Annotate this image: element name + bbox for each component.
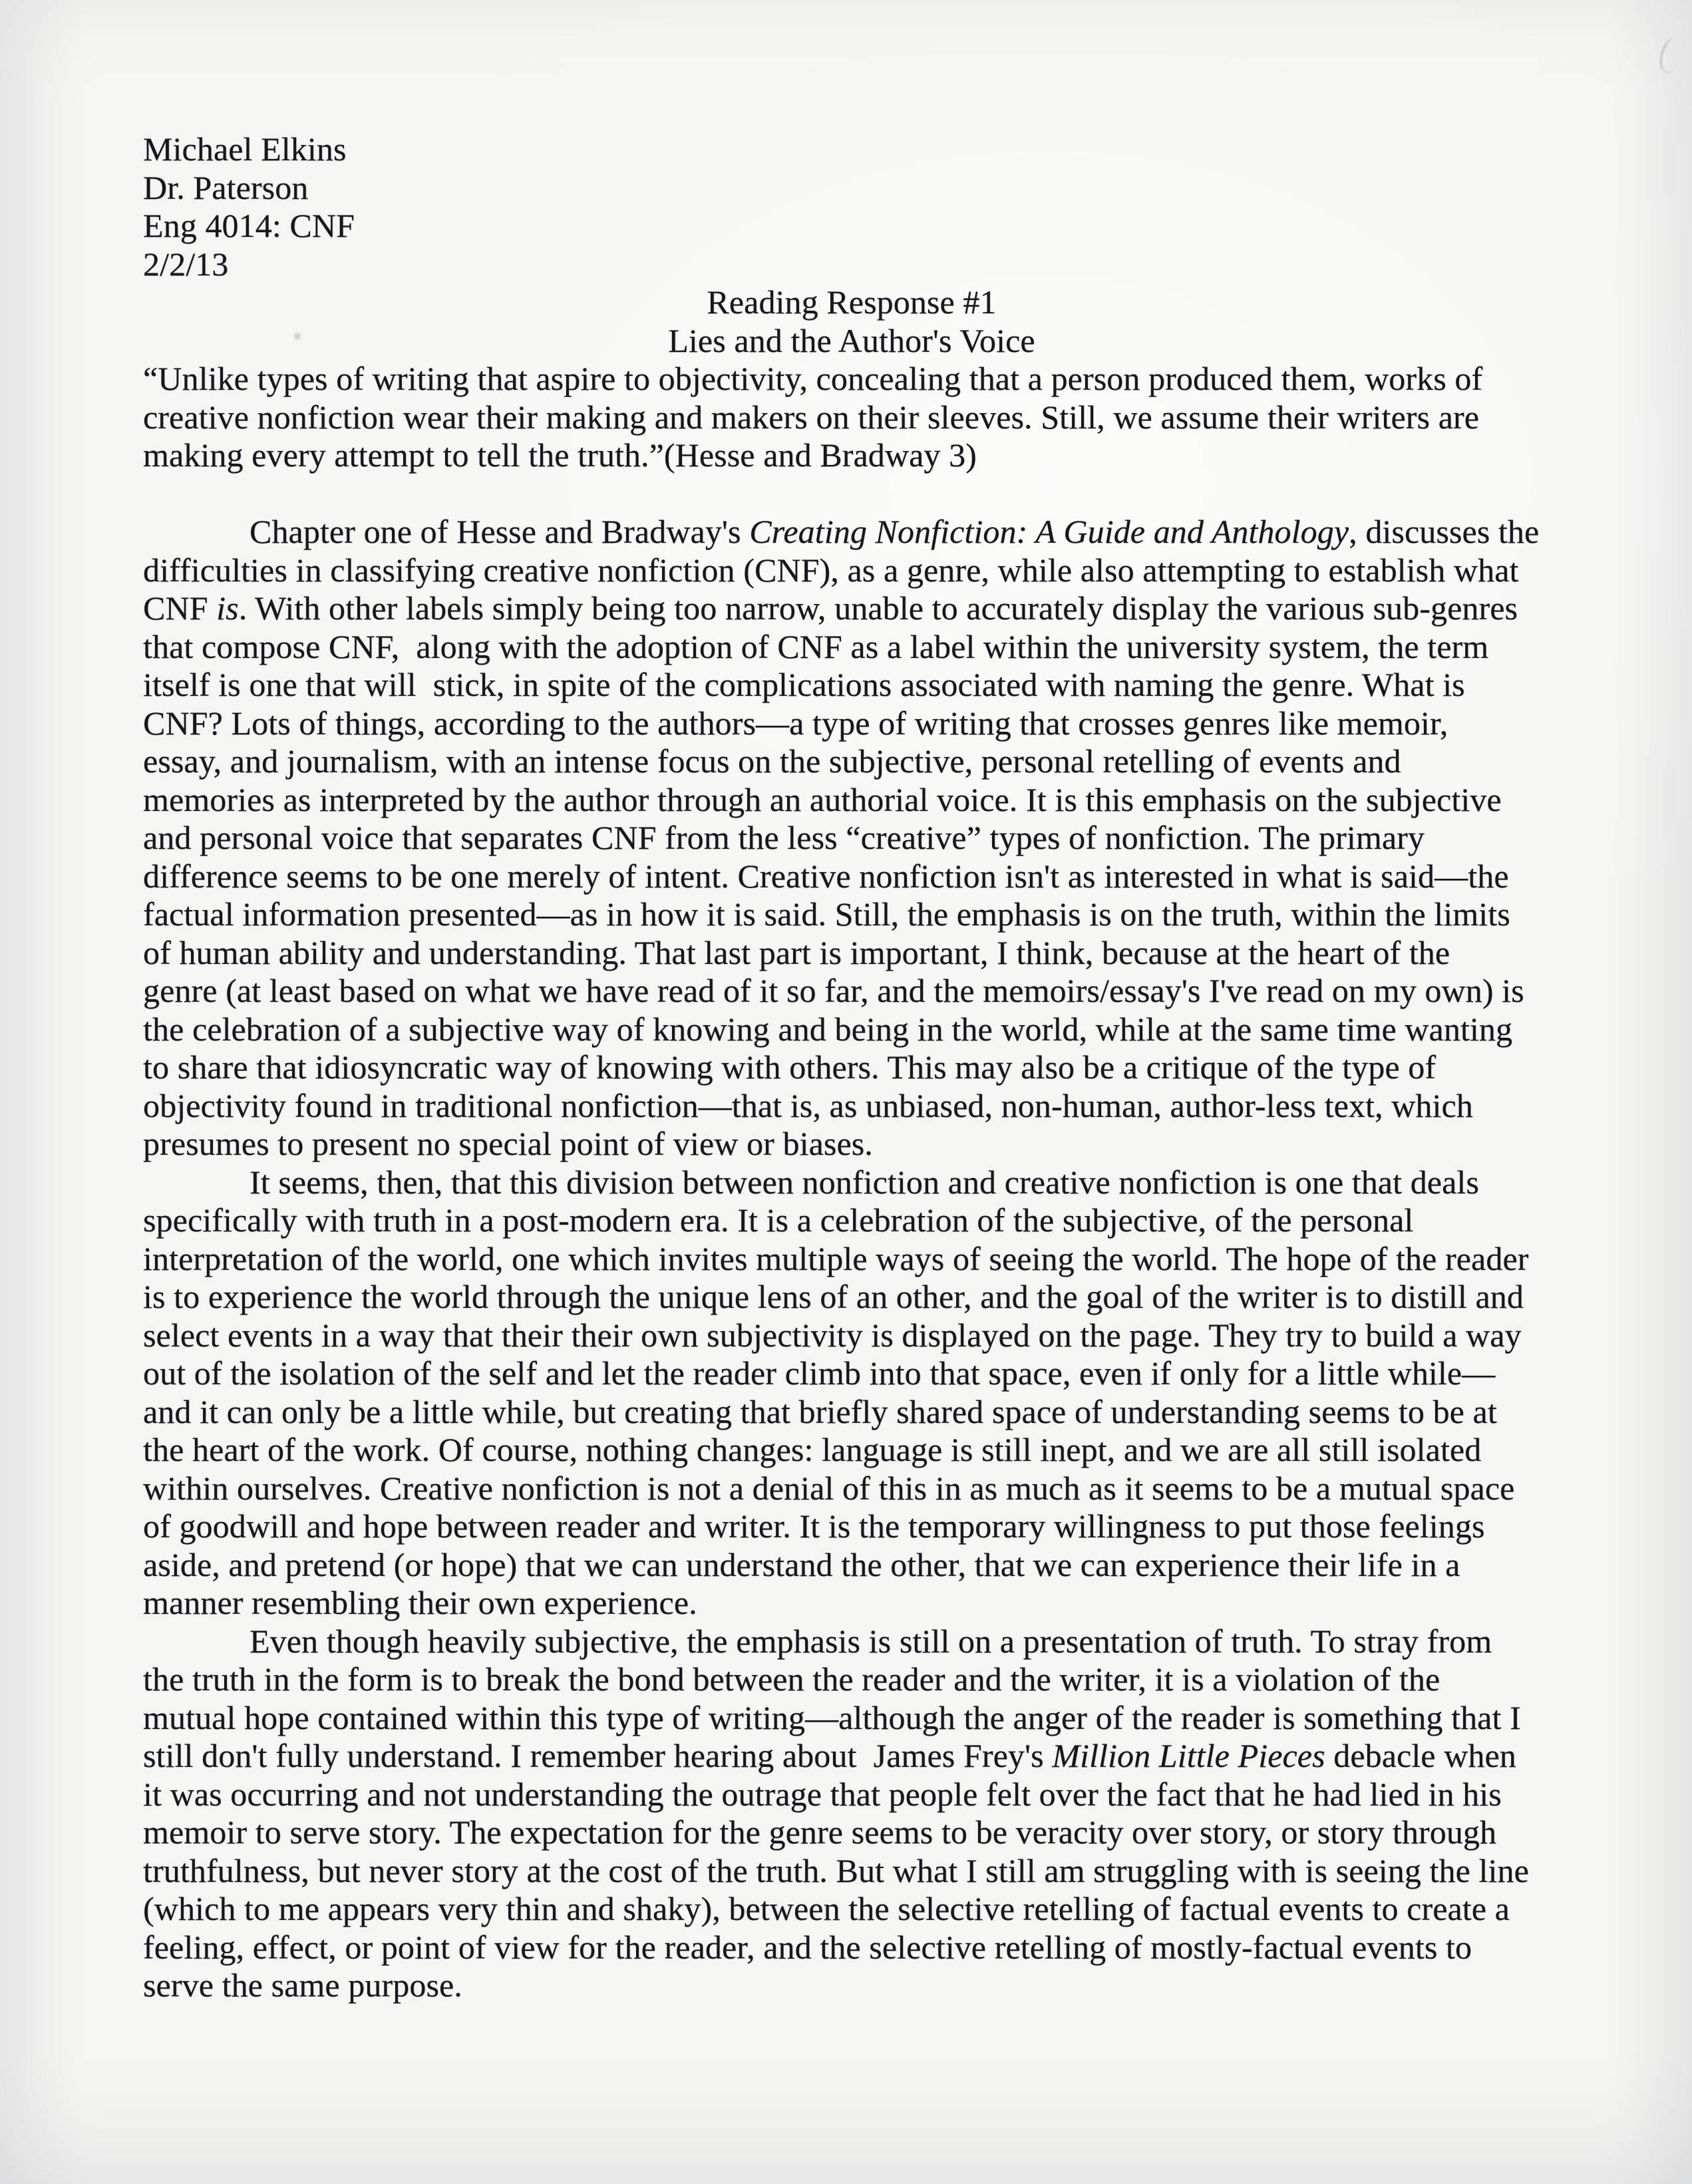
epigraph-quote <box>143 360 1560 475</box>
text-line: manner resembling their own experience. <box>143 1584 697 1621</box>
text-line: “Unlike types of writing that aspire to objectivity, concealing that a person produced them, works of <box>143 360 1483 397</box>
text-line: essay, and journalism, with an intense focus on the subjective, personal retelling of events and <box>143 742 1401 780</box>
text-line: itself is one that will stick, in spite of the complications associated with naming the genre. What is <box>143 666 1465 703</box>
text-line: specifically with truth in a post-modern era. It is a celebration of the subjective, of the personal <box>143 1201 1414 1239</box>
text-segment: debacle when <box>1325 1737 1516 1774</box>
header-author: Michael Elkins <box>143 130 347 168</box>
body-paragraph-2 <box>143 1164 1560 1623</box>
text-line: presumes to present no special point of view or biases. <box>143 1125 873 1162</box>
text-segment: . With other labels simply being too narrow, unable to accurately display the various sub-genres <box>238 589 1518 627</box>
text-line: objectivity found in traditional nonfiction—that is, as unbiased, non-human, author-less text, which <box>143 1086 1473 1124</box>
body-paragraph-1 <box>143 513 1560 1164</box>
text-line: interpretation of the world, one which invites multiple ways of seeing the world. The hope of the reader <box>143 1239 1529 1277</box>
text-line: making every attempt to tell the truth.”(Hesse and Bradway 3) <box>143 436 977 474</box>
scan-artifact-pencil-mark <box>1657 37 1683 75</box>
text-line: within ourselves. Creative nonfiction is not a denial of this in as much as it seems to be a mutual space <box>143 1469 1515 1507</box>
text-line <box>143 1737 1560 1776</box>
header-course: Eng 4014: CNF <box>143 207 355 244</box>
text-line: It seems, then, that this division between nonfiction and creative nonfiction is one that deals <box>250 1163 1479 1201</box>
text-line: creative nonfiction wear their making and makers on their sleeves. Still, we assume their writers are <box>143 398 1480 436</box>
text-line: memories as interpreted by the author through an authorial voice. It is this emphasis on the subjective <box>143 780 1502 818</box>
text-line: feeling, effect, or point of view for the reader, and the selective retelling of mostly-factual events to <box>143 1928 1472 1966</box>
italic-text-segment: is <box>216 589 239 627</box>
text-line: Even though heavily subjective, the emphasis is still on a presentation of truth. To stray from <box>250 1622 1492 1660</box>
text-line: is to experience the world through the unique lens of an other, and the goal of the writer is to distill and <box>143 1278 1524 1315</box>
body-paragraph-3 <box>143 1623 1560 2005</box>
text-line: truthfulness, but never story at the cost of the truth. But what I still am struggling with is seeing the line <box>143 1851 1529 1889</box>
text-line <box>143 589 1560 628</box>
header-instructor: Dr. Paterson <box>143 168 309 206</box>
text-segment: still don't fully understand. I remember hearing about James Frey's <box>143 1737 1053 1774</box>
text-line: difference seems to be one merely of intent. Creative nonfiction isn't as interested in what is said—the <box>143 857 1509 895</box>
header-date: 2/2/13 <box>143 245 229 283</box>
text-line: (which to me appears very thin and shaky), between the selective retelling of factual events to create a <box>143 1890 1510 1927</box>
text-line: and it can only be a little while, but creating that briefly shared space of understanding seems to be at <box>143 1392 1497 1430</box>
text-line: to share that idiosyncratic way of knowing with others. This may also be a critique of the type of <box>143 1048 1437 1086</box>
text-line: genre (at least based on what we have read of it so far, and the memoirs/essay's I've read on my own) is <box>143 972 1524 1009</box>
text-line: it was occurring and not understanding the outrage that people felt over the fact that he had lied in his <box>143 1775 1502 1813</box>
text-line: that compose CNF, along with the adoption of CNF as a label within the university system, the term <box>143 627 1489 665</box>
text-line: the celebration of a subjective way of knowing and being in the world, while at the same time wanting <box>143 1010 1513 1048</box>
text-line: of goodwill and hope between reader and writer. It is the temporary willingness to put those feelings <box>143 1507 1485 1545</box>
text-line: and personal voice that separates CNF from the less “creative” types of nonfiction. The primary <box>143 819 1425 856</box>
text-line: the heart of the work. Of course, nothing changes: language is still inept, and we are all still isolated <box>143 1431 1482 1468</box>
text-line: serve the same purpose. <box>143 1966 462 2004</box>
text-line: select events in a way that their their own subjectivity is displayed on the page. They try to build a way <box>143 1316 1522 1354</box>
essay-title: Reading Response #1 <box>707 283 997 321</box>
text-line: of human ability and understanding. That last part is important, I think, because at the heart of the <box>143 933 1450 971</box>
text-line: out of the isolation of the self and let the reader climb into that space, even if only for a little while— <box>143 1354 1496 1392</box>
text-line: the truth in the form is to break the bond between the reader and the writer, it is a violation of the <box>143 1660 1440 1698</box>
text-line: aside, and pretend (or hope) that we can understand the other, that we can experience their life in a <box>143 1545 1460 1583</box>
text-segment: Chapter one of Hesse and Bradway's <box>250 513 750 550</box>
essay-content <box>143 130 1560 2005</box>
text-line <box>143 513 1560 551</box>
text-line: memoir to serve story. The expectation for the genre seems to be veracity over story, or story through <box>143 1813 1497 1851</box>
italic-text-segment: Creating Nonfiction: A Guide and Anthology <box>749 513 1349 550</box>
text-line: factual information presented—as in how it is said. Still, the emphasis is on the truth, within the limits <box>143 895 1510 933</box>
text-line: difficulties in classifying creative nonfiction (CNF), as a genre, while also attempting to establish what <box>143 551 1519 589</box>
italic-text-segment: Million Little Pieces <box>1052 1737 1325 1774</box>
text-line: CNF? Lots of things, according to the authors—a type of writing that crosses genres like memoir, <box>143 704 1448 742</box>
essay-subtitle: Lies and the Author's Voice <box>668 321 1035 359</box>
text-segment: , discusses the <box>1349 513 1540 550</box>
text-segment: CNF <box>143 589 217 627</box>
text-line: mutual hope contained within this type of writing—although the anger of the reader is something that I <box>143 1698 1521 1736</box>
